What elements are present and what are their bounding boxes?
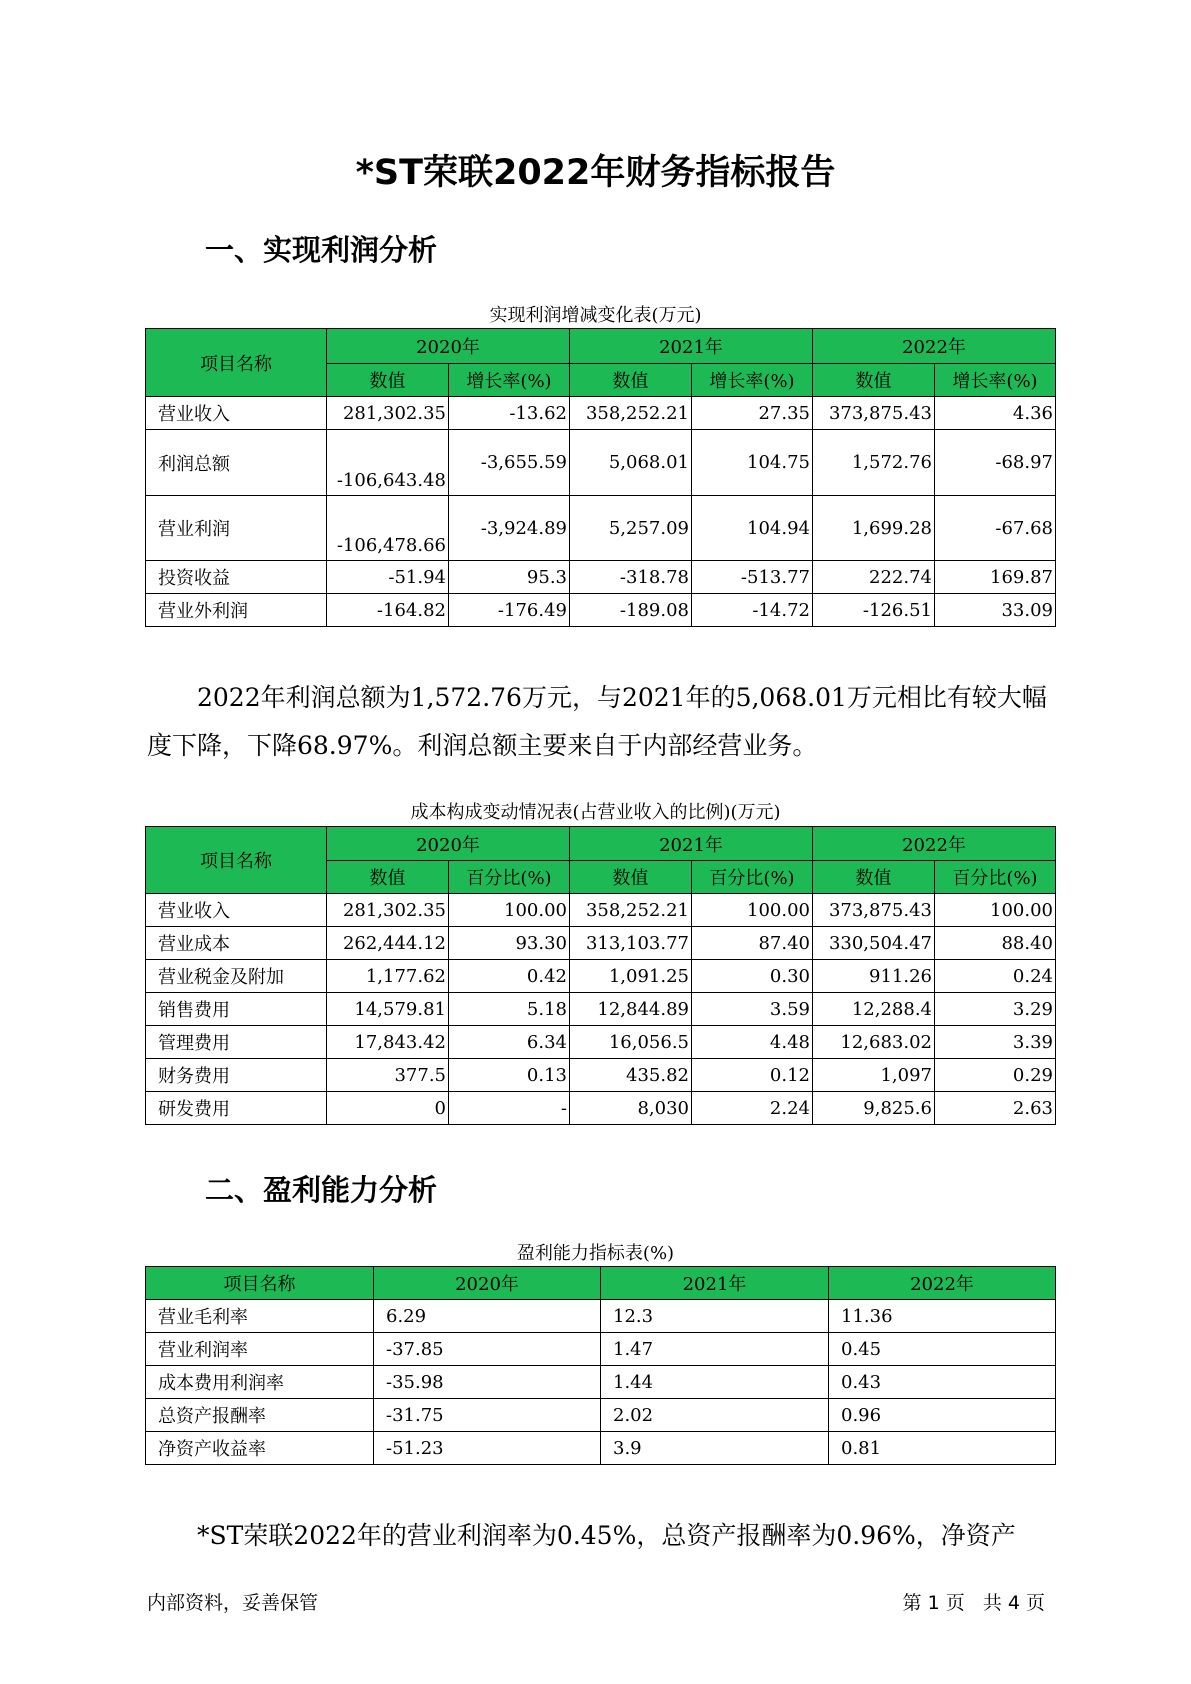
cell: 104.75	[692, 430, 813, 496]
cell: 1,699.28	[813, 496, 935, 561]
cell: -	[449, 1092, 570, 1125]
cell: 4.48	[692, 1026, 813, 1059]
cell: 88.40	[935, 927, 1056, 960]
cell: 0.24	[935, 960, 1056, 993]
pct-header: 百分比(%)	[449, 861, 570, 894]
cell: 435.82	[570, 1059, 692, 1092]
cell: 3.59	[692, 993, 813, 1026]
pct-header: 百分比(%)	[935, 861, 1056, 894]
cell: 6.34	[449, 1026, 570, 1059]
cell: -35.98	[374, 1366, 601, 1399]
cell: 93.30	[449, 927, 570, 960]
cell: -68.97	[935, 430, 1056, 496]
row-label: 成本费用利润率	[146, 1366, 374, 1399]
year-header: 2022年	[813, 329, 1056, 364]
cell: 1.44	[601, 1366, 829, 1399]
cell: 27.35	[692, 397, 813, 430]
cell: 14,579.81	[327, 993, 449, 1026]
rate-header: 增长率(%)	[935, 364, 1056, 397]
cell: 4.36	[935, 397, 1056, 430]
table-row	[146, 594, 1056, 627]
value-header: 数值	[327, 364, 449, 397]
cell: -106,643.48	[327, 430, 449, 496]
cell: -513.77	[692, 561, 813, 594]
cell: 0.81	[829, 1432, 1056, 1465]
cell: 0.29	[935, 1059, 1056, 1092]
cell: -126.51	[813, 594, 935, 627]
cell: 1,177.62	[327, 960, 449, 993]
cell: 2.02	[601, 1399, 829, 1432]
cell: 3.9	[601, 1432, 829, 1465]
table-row	[146, 496, 1056, 561]
table-row	[146, 1059, 1056, 1092]
row-label: 投资收益	[146, 561, 327, 594]
table-row	[146, 1092, 1056, 1125]
table-row	[146, 1366, 1056, 1399]
cell: 0.96	[829, 1399, 1056, 1432]
cell: -176.49	[449, 594, 570, 627]
cell: -14.72	[692, 594, 813, 627]
cell: 11.36	[829, 1300, 1056, 1333]
cell: 373,875.43	[813, 397, 935, 430]
cell: 17,843.42	[327, 1026, 449, 1059]
cell: 12,288.4	[813, 993, 935, 1026]
cell: 281,302.35	[327, 397, 449, 430]
cell: 2.63	[935, 1092, 1056, 1125]
year-header: 2021年	[601, 1267, 829, 1300]
row-label: 净资产收益率	[146, 1432, 374, 1465]
cell: 9,825.6	[813, 1092, 935, 1125]
cell: 373,875.43	[813, 894, 935, 927]
name-header: 项目名称	[146, 1267, 374, 1300]
value-header: 数值	[327, 861, 449, 894]
value-header: 数值	[813, 364, 935, 397]
year-header: 2020年	[327, 827, 570, 861]
section-heading-profit: 一、实现利润分析	[205, 233, 438, 267]
cell: 0.12	[692, 1059, 813, 1092]
row-label: 营业收入	[146, 397, 327, 430]
cell: -37.85	[374, 1333, 601, 1366]
table-row	[146, 993, 1056, 1026]
row-label: 财务费用	[146, 1059, 327, 1092]
cell: 377.5	[327, 1059, 449, 1092]
cell: 100.00	[935, 894, 1056, 927]
cell: 0	[327, 1092, 449, 1125]
cell: 0.45	[829, 1333, 1056, 1366]
cell: 1,091.25	[570, 960, 692, 993]
cell: -3,655.59	[449, 430, 570, 496]
row-label: 总资产报酬率	[146, 1399, 374, 1432]
cell: 87.40	[692, 927, 813, 960]
cell: -51.23	[374, 1432, 601, 1465]
cell: 5,257.09	[570, 496, 692, 561]
cell: 2.24	[692, 1092, 813, 1125]
cell: -13.62	[449, 397, 570, 430]
cell: -51.94	[327, 561, 449, 594]
row-label: 利润总额	[146, 430, 327, 496]
cell: -318.78	[570, 561, 692, 594]
cell: -67.68	[935, 496, 1056, 561]
cell: 1,572.76	[813, 430, 935, 496]
row-label: 营业成本	[146, 927, 327, 960]
cell: 313,103.77	[570, 927, 692, 960]
cell: 3.29	[935, 993, 1056, 1026]
year-header: 2022年	[813, 827, 1056, 861]
year-header: 2020年	[374, 1267, 601, 1300]
cell: 5,068.01	[570, 430, 692, 496]
cell: 12,844.89	[570, 993, 692, 1026]
cell: 8,030	[570, 1092, 692, 1125]
row-label: 营业毛利率	[146, 1300, 374, 1333]
table-row	[146, 1333, 1056, 1366]
cell: 358,252.21	[570, 894, 692, 927]
cell: 104.94	[692, 496, 813, 561]
table-row	[146, 960, 1056, 993]
cost-structure-table	[145, 826, 1056, 1125]
table-row	[146, 1399, 1056, 1432]
cell: 16,056.5	[570, 1026, 692, 1059]
value-header: 数值	[570, 861, 692, 894]
name-header: 项目名称	[146, 827, 327, 894]
pct-header: 百分比(%)	[692, 861, 813, 894]
table-row	[146, 561, 1056, 594]
cell: 0.42	[449, 960, 570, 993]
name-header: 项目名称	[146, 329, 327, 397]
cell: -106,478.66	[327, 496, 449, 561]
year-header: 2021年	[570, 329, 813, 364]
rate-header: 增长率(%)	[692, 364, 813, 397]
cell: 100.00	[692, 894, 813, 927]
table-row	[146, 927, 1056, 960]
cell: 0.13	[449, 1059, 570, 1092]
cell: 12.3	[601, 1300, 829, 1333]
cell: 169.87	[935, 561, 1056, 594]
cell: 0.43	[829, 1366, 1056, 1399]
cell: 3.39	[935, 1026, 1056, 1059]
cell: 100.00	[449, 894, 570, 927]
cell: 0.30	[692, 960, 813, 993]
table-row	[146, 430, 1056, 496]
value-header: 数值	[813, 861, 935, 894]
profit-summary-paragraph: 2022年利润总额为1,572.76万元，与2021年的5,068.01万元相比有较大幅度下降，下降68.97%。利润总额主要来自于内部经营业务。	[147, 683, 1047, 760]
profit-change-table	[145, 328, 1056, 627]
cell: 12,683.02	[813, 1026, 935, 1059]
table-row	[146, 1432, 1056, 1465]
cell: 33.09	[935, 594, 1056, 627]
cell: 222.74	[813, 561, 935, 594]
footer-page-number: 第 1 页 共 4 页	[902, 1592, 1045, 1614]
cell: -31.75	[374, 1399, 601, 1432]
table2-caption: 成本构成变动情况表(占营业收入的比例)(万元)	[410, 802, 781, 823]
section-heading-profitability: 二、盈利能力分析	[205, 1173, 438, 1207]
year-header: 2021年	[570, 827, 813, 861]
cell: 6.29	[374, 1300, 601, 1333]
table3-caption: 盈利能力指标表(%)	[516, 1243, 675, 1264]
footer-confidential-note: 内部资料，妥善保管	[147, 1592, 319, 1614]
row-label: 管理费用	[146, 1026, 327, 1059]
profitability-table	[145, 1266, 1056, 1465]
row-label: 营业利润率	[146, 1333, 374, 1366]
cell: -164.82	[327, 594, 449, 627]
row-label: 营业税金及附加	[146, 960, 327, 993]
cell: 5.18	[449, 993, 570, 1026]
page-title: *ST荣联2022年财务指标报告	[355, 153, 836, 193]
row-label: 营业收入	[146, 894, 327, 927]
table1-caption: 实现利润增减变化表(万元)	[489, 305, 702, 326]
row-label: 营业利润	[146, 496, 327, 561]
cell: 358,252.21	[570, 397, 692, 430]
table-row	[146, 1300, 1056, 1333]
cell: -3,924.89	[449, 496, 570, 561]
cell: 330,504.47	[813, 927, 935, 960]
rate-header: 增长率(%)	[449, 364, 570, 397]
row-label: 销售费用	[146, 993, 327, 1026]
cell: 1,097	[813, 1059, 935, 1092]
year-header: 2020年	[327, 329, 570, 364]
row-label: 研发费用	[146, 1092, 327, 1125]
table-row	[146, 894, 1056, 927]
cell: 1.47	[601, 1333, 829, 1366]
cell: 911.26	[813, 960, 935, 993]
table-row	[146, 1026, 1056, 1059]
value-header: 数值	[570, 364, 692, 397]
cell: 281,302.35	[327, 894, 449, 927]
row-label: 营业外利润	[146, 594, 327, 627]
cell: 95.3	[449, 561, 570, 594]
year-header: 2022年	[829, 1267, 1056, 1300]
table-row	[146, 397, 1056, 430]
profitability-paragraph: *ST荣联2022年的营业利润率为0.45%，总资产报酬率为0.96%，净资产	[197, 1521, 1016, 1550]
cell: -189.08	[570, 594, 692, 627]
cell: 262,444.12	[327, 927, 449, 960]
